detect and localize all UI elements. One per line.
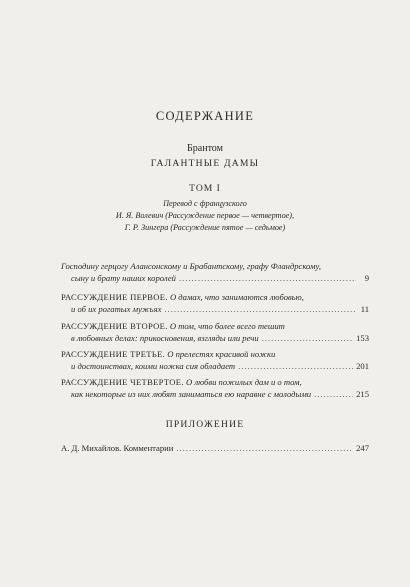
toc-entry-line: О прелестях красивой ножки bbox=[167, 349, 276, 359]
toc-entry-appendix[interactable] bbox=[61, 443, 369, 455]
toc-entry-heading: РАССУЖДЕНИЕ ЧЕТВЕРТОЕ. bbox=[61, 377, 184, 387]
toc-entry-line: О любви пожилых дам и о том, bbox=[185, 377, 302, 387]
page-number: 201 bbox=[356, 361, 369, 371]
page-number: 9 bbox=[364, 273, 369, 283]
toc-entry-discourse-2[interactable] bbox=[61, 321, 369, 345]
page-number: 215 bbox=[356, 389, 369, 399]
leader-dots bbox=[314, 389, 353, 399]
toc-entry-discourse-3[interactable] bbox=[61, 349, 369, 373]
volume-label: ТОМ I bbox=[189, 183, 221, 194]
leader-dots bbox=[262, 333, 353, 343]
translation-line-3: Г. Р. Зингера (Рассуждение пятое — седьмое) bbox=[124, 223, 286, 232]
toc-entry-line: и достоинствах, коими ножка сия обладает bbox=[71, 361, 236, 371]
appendix-heading: ПРИЛОЖЕНИЕ bbox=[165, 419, 245, 430]
leader-dots bbox=[176, 443, 353, 453]
author-name: Брантом bbox=[187, 143, 223, 154]
book-title: ГАЛАНТНЫЕ ДАМЫ bbox=[150, 158, 260, 169]
toc-entry-line: и об их рогатых мужьях bbox=[71, 304, 162, 314]
toc-entry-dedication[interactable] bbox=[61, 261, 369, 285]
leader-dots bbox=[164, 304, 356, 314]
appendix-title: Комментарии bbox=[123, 443, 174, 453]
leader-dots bbox=[179, 273, 356, 283]
toc-entry-heading: РАССУЖДЕНИЕ ВТОРОЕ. bbox=[61, 321, 168, 331]
toc-entry-line: Господину герцогу Алансонскому и Брабантскому, графу Фландрскому, bbox=[61, 261, 322, 271]
toc-entry-heading: РАССУЖДЕНИЕ ПЕРВОЕ. bbox=[61, 292, 168, 302]
toc-entry-discourse-1[interactable] bbox=[61, 292, 369, 316]
toc-entry-line: О дамах, что занимаются любовью, bbox=[169, 292, 304, 302]
translation-line-2: И. Я. Волевич (Рассуждение первое — четвертое), bbox=[115, 211, 295, 220]
appendix-author: А. Д. Михайлов. bbox=[61, 443, 122, 453]
toc-entry-discourse-4[interactable] bbox=[61, 377, 369, 401]
toc-entry-line: как некоторые из них любят заниматься ею наравне с молодыми bbox=[71, 389, 312, 399]
contents-heading: СОДЕРЖАНИЕ bbox=[155, 109, 255, 123]
page-number: 247 bbox=[356, 443, 369, 453]
leader-dots bbox=[238, 361, 353, 371]
toc-entry-line: в любовных делах: прикосновения, взгляды или речи bbox=[71, 333, 259, 343]
toc-entry-heading: РАССУЖДЕНИЕ ТРЕТЬЕ. bbox=[61, 349, 166, 359]
page-number: 11 bbox=[360, 304, 369, 314]
toc-entry-line: сыну и брату наших королей bbox=[71, 273, 176, 283]
page-number: 153 bbox=[356, 333, 369, 343]
translation-line-1: Перевод с французского bbox=[163, 199, 247, 208]
toc-entry-line: О том, что более всего тешит bbox=[169, 321, 285, 331]
